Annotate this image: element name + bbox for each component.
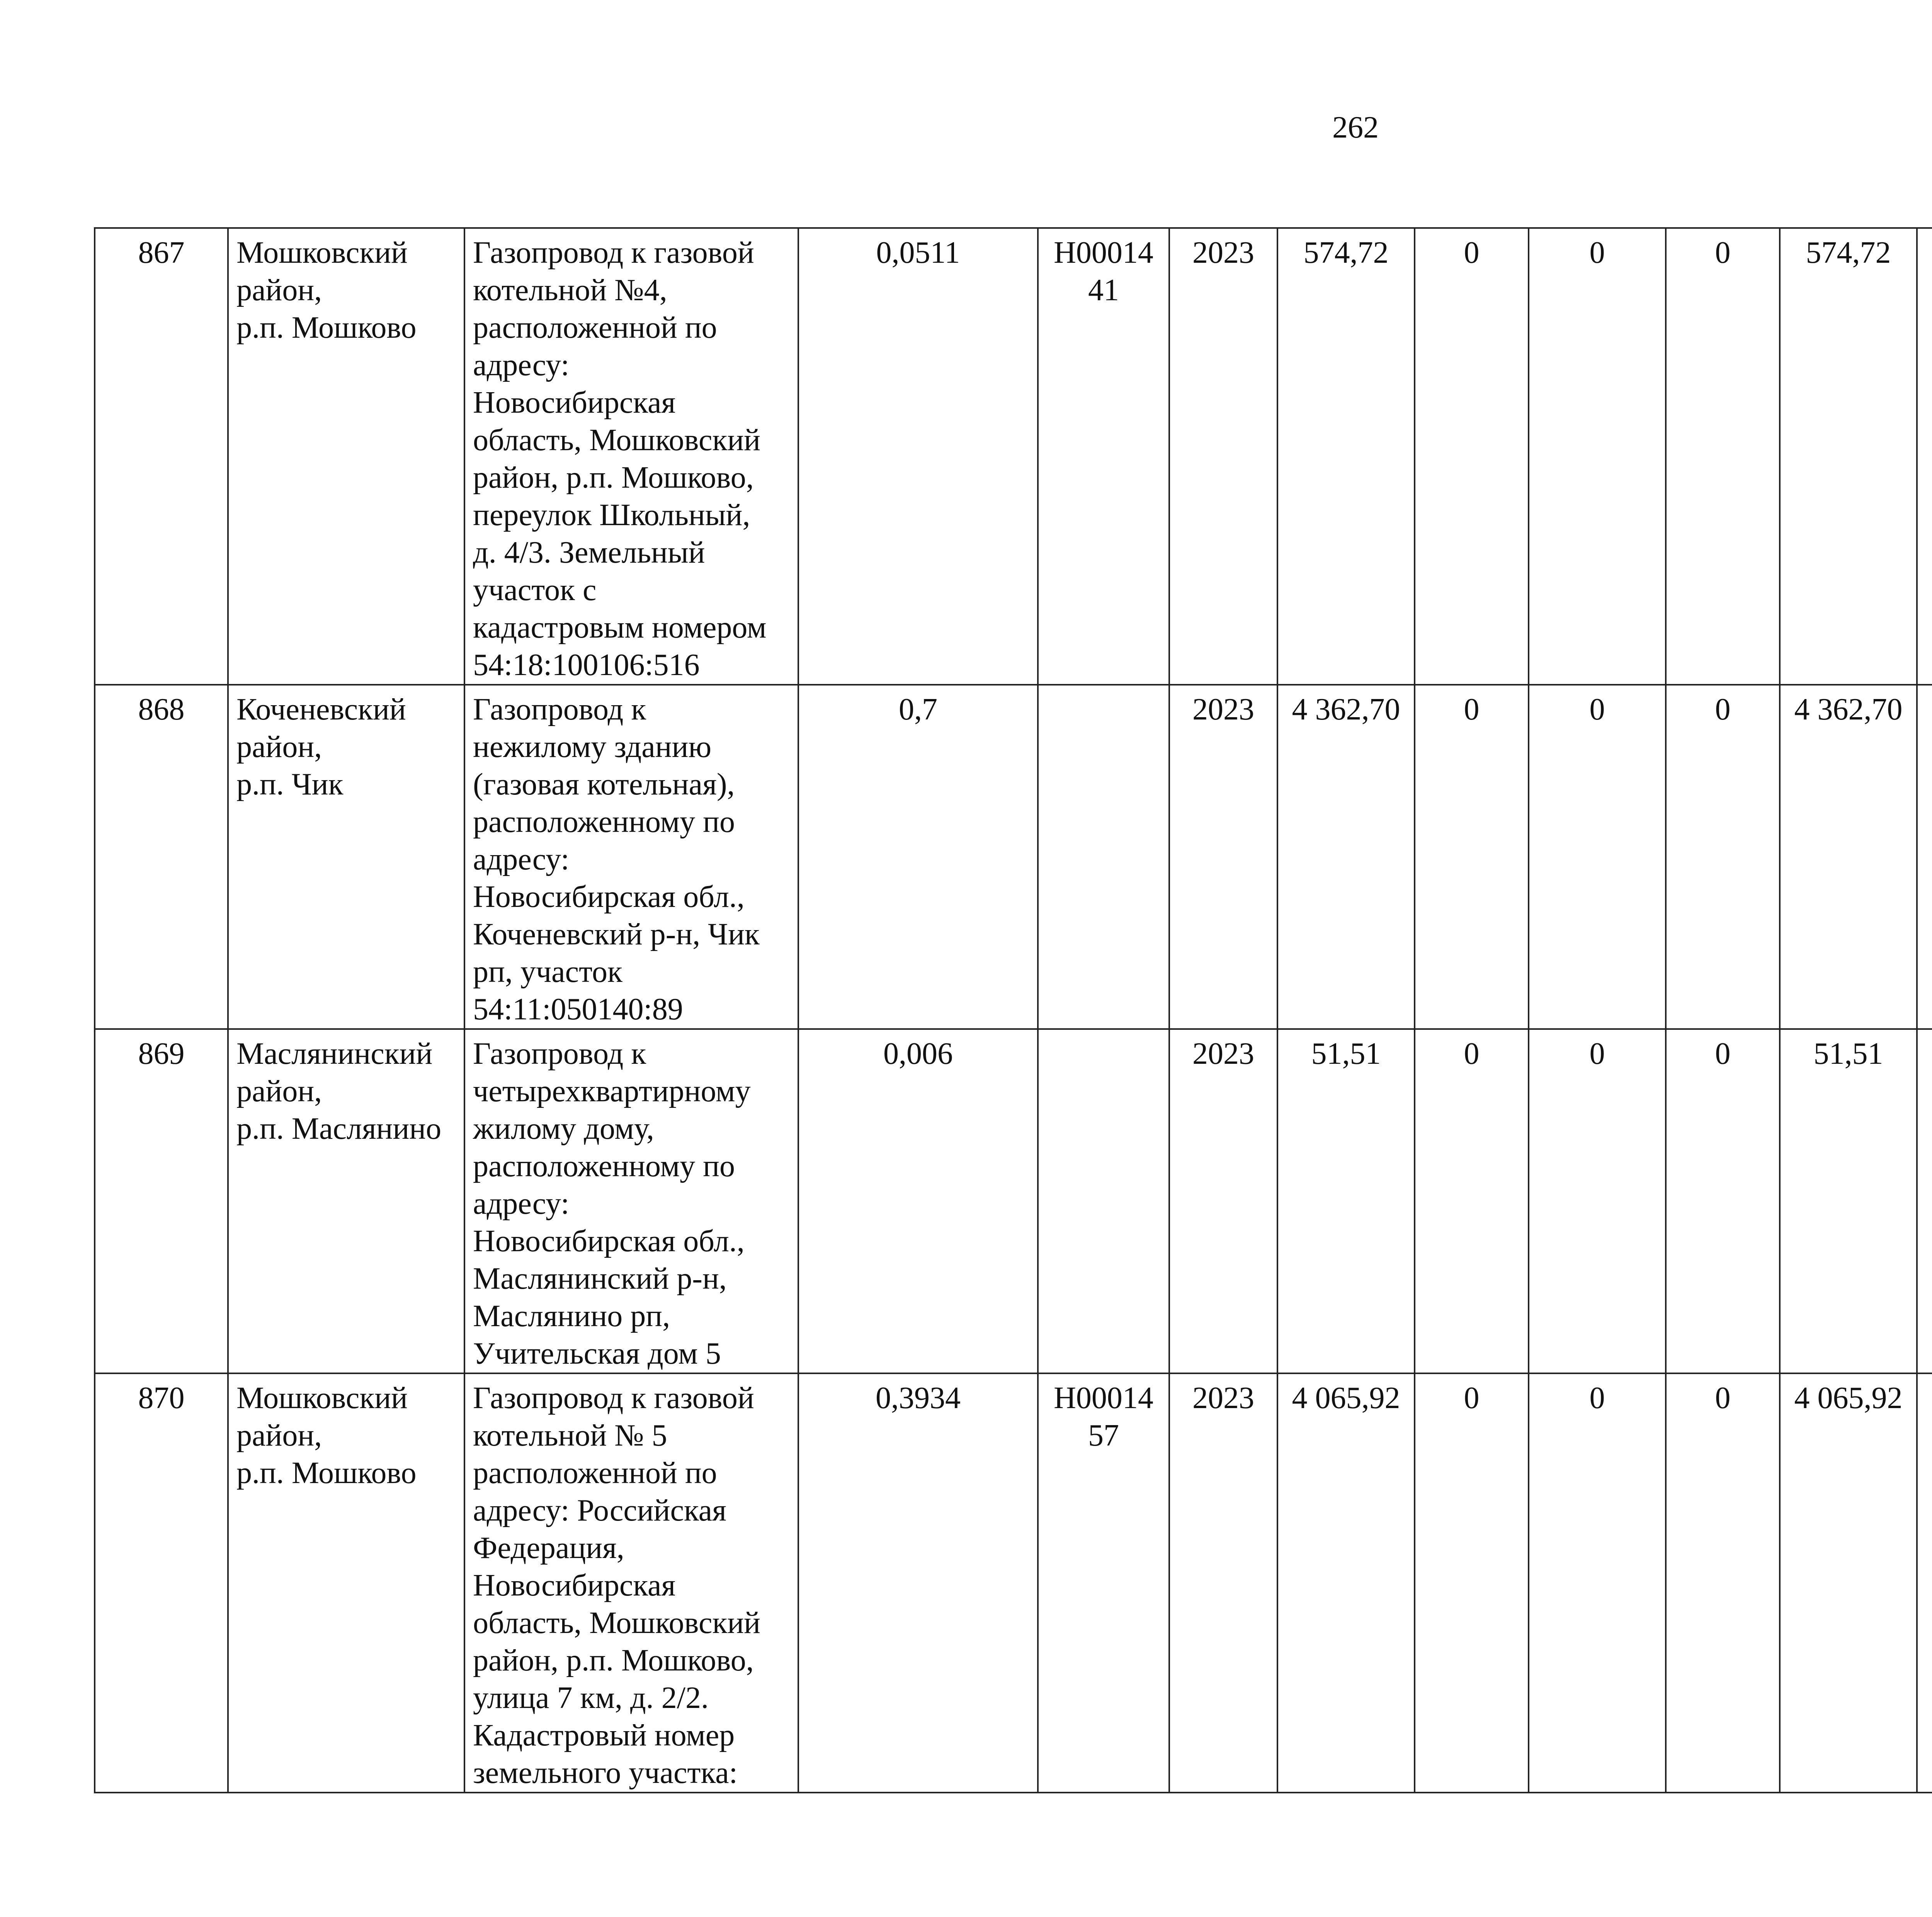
length-cell: 0,0511 [798, 228, 1038, 685]
value-2-cell: 0 [1529, 685, 1666, 1029]
value-1-cell: 0 [1415, 1029, 1529, 1373]
district-cell-line: р.п. Маслянино [236, 1112, 442, 1146]
object-description-cell-line: расположенному по [473, 1149, 735, 1183]
object-description-cell-line: адресу: Российская [473, 1493, 726, 1527]
object-description-cell-line: Учительская дом 5 [473, 1337, 721, 1371]
cost-cell: 4 362,70 [1277, 685, 1415, 1029]
object-description-cell [464, 1373, 798, 1793]
object-description-cell-line: Газопровод к [473, 692, 646, 726]
object-description-cell-line: адресу: [473, 1187, 570, 1221]
object-description-cell-line: расположенному по [473, 805, 735, 839]
district-cell-line: р.п. Мошково [236, 1456, 417, 1490]
value-3-cell: 0 [1666, 1029, 1780, 1373]
organization-cell-line [1925, 1492, 1932, 1529]
district-cell [228, 685, 464, 1029]
object-description-cell-line: рп, участок [473, 955, 622, 989]
organization-cell-line [1925, 728, 1932, 766]
object-description-cell-line: адресу: [473, 348, 570, 382]
object-description-cell-line: Новосибирская [473, 386, 676, 420]
code-cell [1038, 1029, 1169, 1373]
object-description-cell-line: котельной № 5 [473, 1419, 667, 1453]
value-1-cell: 0 [1415, 228, 1529, 685]
district-cell-line: Коченевский [236, 692, 406, 726]
organization-cell-line [1925, 1148, 1932, 1185]
organization-cell [1917, 1029, 1932, 1373]
object-description-cell-line: (газовая котельная), [473, 767, 735, 801]
row-number: 870 [95, 1373, 228, 1793]
row-number: 869 [95, 1029, 228, 1373]
table-row [95, 685, 1932, 1029]
register-table [94, 227, 1932, 1793]
object-description-cell-line: Новосибирская [473, 1568, 676, 1602]
district-cell-line: р.п. Чик [236, 767, 344, 801]
value-3-cell: 0 [1666, 1373, 1780, 1793]
object-description-cell-line: земельного участка: [473, 1756, 738, 1790]
code-cell-line: Н00014 [1054, 236, 1153, 270]
total-cell: 4 065,92 [1780, 1373, 1917, 1793]
total-cell: 51,51 [1780, 1029, 1917, 1373]
object-description-cell-line: 54:18:100106:516 [473, 648, 700, 682]
object-description-cell-line: расположенной по [473, 311, 717, 345]
organization-cell-line [1925, 347, 1932, 384]
object-description-cell [464, 228, 798, 685]
object-description-cell-line: Маслянино рп, [473, 1299, 670, 1333]
object-description-cell-line: котельной №4, [473, 273, 667, 307]
object-description-cell-line: 54:11:050140:89 [473, 992, 683, 1026]
object-description-cell [464, 1029, 798, 1373]
code-cell-line: 57 [1088, 1419, 1119, 1453]
code-cell-line: 41 [1088, 273, 1119, 307]
organization-cell-line [1925, 1417, 1932, 1454]
length-cell: 0,7 [798, 685, 1038, 1029]
register-table-body [95, 228, 1932, 1793]
code-cell [1038, 685, 1169, 1029]
district-cell [228, 1373, 464, 1793]
object-description-cell-line: Кадастровый номер [473, 1718, 735, 1752]
total-cell: 574,72 [1780, 228, 1917, 685]
value-1-cell: 0 [1415, 685, 1529, 1029]
district-cell [228, 1029, 464, 1373]
object-description-cell-line: переулок Школьный, [473, 498, 750, 532]
object-description-cell-line: д. 4/3. Земельный [473, 536, 705, 570]
object-description-cell-line: Федерация, [473, 1531, 624, 1565]
object-description-cell-line: Маслянинский р-н, [473, 1262, 727, 1296]
district-cell [228, 228, 464, 685]
value-2-cell: 0 [1529, 228, 1666, 685]
row-number: 868 [95, 685, 228, 1029]
cost-cell: 4 065,92 [1277, 1373, 1415, 1793]
total-cell: 4 362,70 [1780, 685, 1917, 1029]
organization-cell-line [1925, 272, 1932, 309]
district-cell-line: Маслянинский [236, 1037, 433, 1071]
district-cell-line: район, [236, 1419, 322, 1453]
organization-cell-line [1925, 766, 1932, 803]
table-row [95, 228, 1932, 685]
value-2-cell: 0 [1529, 1029, 1666, 1373]
object-description-cell-line: Газопровод к газовой [473, 1381, 754, 1415]
page-number: 262 [1332, 111, 1379, 145]
object-description-cell-line: район, р.п. Мошково, [473, 461, 754, 495]
code-cell [1038, 1373, 1169, 1793]
organization-cell-line [1925, 1379, 1932, 1417]
organization-cell-line [1925, 1035, 1932, 1073]
object-description-cell-line: кадастровым номером [473, 611, 767, 645]
object-description-cell-line: улица 7 км, д. 2/2. [473, 1681, 709, 1715]
object-description-cell-line: участок с [473, 573, 597, 607]
district-cell-line: район, [236, 273, 322, 307]
year-cell: 2023 [1169, 1029, 1277, 1373]
row-number: 867 [95, 228, 228, 685]
length-cell: 0,3934 [798, 1373, 1038, 1793]
object-description-cell-line: четырехквартирному [473, 1074, 751, 1108]
value-1-cell: 0 [1415, 1373, 1529, 1793]
organization-cell-line [1925, 803, 1932, 841]
object-description-cell-line: Коченевский р-н, Чик [473, 917, 760, 951]
district-cell-line: Мошковский [236, 236, 408, 270]
value-3-cell: 0 [1666, 685, 1780, 1029]
cost-cell: 51,51 [1277, 1029, 1415, 1373]
object-description-cell-line: нежилому зданию [473, 730, 712, 764]
organization-cell [1917, 1373, 1932, 1793]
district-cell-line: Мошковский [236, 1381, 408, 1415]
table-row [95, 1029, 1932, 1373]
object-description-cell-line: область, Мошковский [473, 423, 760, 457]
district-cell-line: район, [236, 730, 322, 764]
code-cell-line: Н00014 [1054, 1381, 1153, 1415]
object-description-cell-line: область, Мошковский [473, 1606, 760, 1640]
object-description-cell-line: Новосибирская обл., [473, 880, 745, 914]
object-description-cell-line: Новосибирская обл., [473, 1224, 745, 1258]
organization-cell [1917, 685, 1932, 1029]
object-description-cell-line: адресу: [473, 842, 570, 876]
object-description-cell-line: Газопровод к газовой [473, 236, 754, 270]
year-cell: 2023 [1169, 685, 1277, 1029]
organization-cell-line [1925, 1454, 1932, 1492]
length-cell: 0,006 [798, 1029, 1038, 1373]
object-description-cell-line: расположенной по [473, 1456, 717, 1490]
value-2-cell: 0 [1529, 1373, 1666, 1793]
object-description-cell [464, 685, 798, 1029]
object-description-cell-line: жилому дому, [473, 1112, 654, 1146]
table-row [95, 1373, 1932, 1793]
object-description-cell-line: Газопровод к [473, 1037, 646, 1071]
district-cell-line: район, [236, 1074, 322, 1108]
organization-cell-line [1925, 1110, 1932, 1148]
organization-cell-line [1925, 234, 1932, 272]
cost-cell: 574,72 [1277, 228, 1415, 685]
organization-cell-line [1925, 691, 1932, 728]
year-cell: 2023 [1169, 1373, 1277, 1793]
organization-cell-line [1925, 1073, 1932, 1110]
value-3-cell: 0 [1666, 228, 1780, 685]
organization-cell [1917, 228, 1932, 685]
district-cell-line: р.п. Мошково [236, 311, 417, 345]
code-cell [1038, 228, 1169, 685]
object-description-cell-line: район, р.п. Мошково, [473, 1643, 754, 1677]
year-cell: 2023 [1169, 228, 1277, 685]
organization-cell-line [1925, 309, 1932, 347]
